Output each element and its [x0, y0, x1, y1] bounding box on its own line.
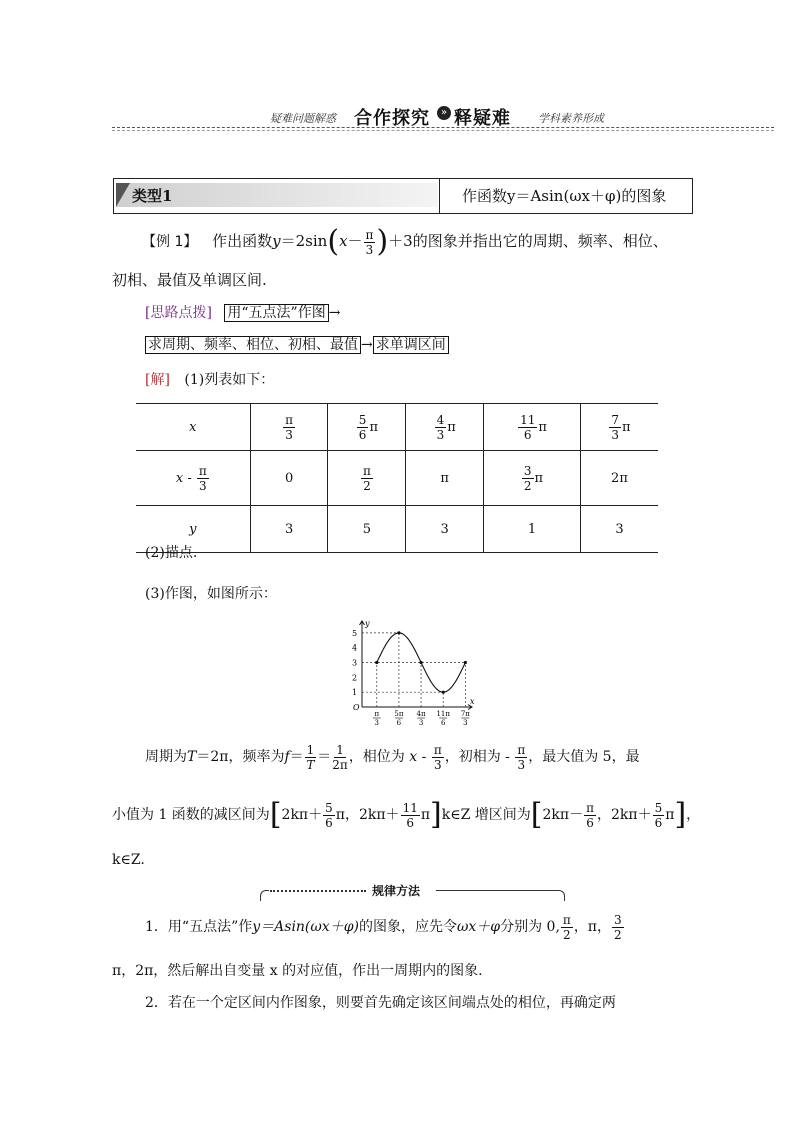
result-text: 小值为 1 函数的减区间为: [112, 807, 270, 823]
table-row-label: x - $\frac{\pi}{3}$: [136, 451, 250, 506]
method-label: 规律方法: [372, 884, 421, 898]
table-cell: $\frac{5}{6}$ π: [328, 404, 406, 451]
table-cell: 2π: [580, 451, 658, 506]
result-text: ＝: [289, 749, 304, 765]
method-bracket-left: [260, 890, 269, 901]
method-line-right: [436, 890, 556, 891]
header-title-left: 合作探究: [354, 108, 430, 129]
example-tag: 【例 1】: [142, 234, 198, 250]
table-cell: 3: [580, 506, 658, 553]
hint-arrow-1: →: [328, 305, 341, 321]
x-tick-label-num: 5π: [394, 710, 404, 718]
result-line-3: k∈Z.: [112, 852, 145, 868]
table-cell: $\frac{3}{2}$ π: [484, 451, 581, 506]
result-text: ＝2π，频率为: [196, 749, 285, 765]
bracket-right: ]: [430, 797, 442, 832]
result-text: ，最大值为 5，最: [528, 749, 640, 765]
result-frac: $\frac{\pi}{3}$: [517, 742, 526, 772]
x-tick-label-num: 7π: [460, 710, 470, 718]
hint-line-2: [145, 334, 449, 354]
example-func-eq: ＝2sin: [280, 232, 328, 250]
method-item-1: 1．用“五点法”作y＝Asin(ωx＋φ)的图象，应先令ωx＋φ分别为 0, $\frac{\pi}{2}$ ，π， $\frac{3}{2}$: [145, 912, 622, 942]
header-divider: [112, 127, 774, 128]
bracket-left: [: [530, 797, 543, 832]
table-cell: $\frac{11}{6}$ π: [484, 404, 581, 451]
table-row-y: [136, 506, 658, 553]
example-paren-left: (: [327, 224, 340, 259]
bracket-left: [: [269, 797, 282, 832]
data-point: [442, 691, 445, 694]
result-frac: $\frac{11}{6}$: [402, 800, 418, 830]
example-line-2: 初相、最值及单调区间.: [112, 271, 267, 289]
hint-box-intervals: 求单调区间: [373, 336, 449, 354]
solution-line: [145, 369, 274, 389]
y-tick-label: 1: [352, 688, 358, 698]
x-tick-label-num: 4π: [416, 710, 426, 718]
hint-box-five-point: 用“五点法”作图: [224, 304, 328, 322]
table-cell: π: [406, 451, 484, 506]
type-label: 类型1: [132, 187, 173, 205]
result-text: ，初相为: [444, 749, 501, 765]
example-func-x: x: [339, 232, 348, 250]
header-divider-2: [112, 130, 774, 131]
header-right-label: 学科素养形成: [538, 112, 604, 125]
solution-step-1: (1)列表如下：: [184, 372, 275, 388]
example-func-y: y: [272, 232, 281, 250]
x-tick-label-den: 3: [374, 719, 380, 727]
example-func-minus: －: [347, 232, 363, 250]
hint-box-properties: 求周期、频率、相位、初相、最值: [145, 336, 361, 354]
table-row-x: [136, 404, 658, 451]
result-x: x: [409, 749, 418, 765]
header-title-right: 释疑难: [454, 108, 511, 129]
data-point: [464, 661, 467, 664]
method-header: [260, 882, 566, 902]
page-header: [270, 104, 630, 128]
table-row-phase: [136, 451, 658, 506]
result-frac: $\frac{\pi}{6}$: [586, 800, 594, 830]
result-T: T: [187, 749, 197, 765]
x-tick-label-num: 11π: [436, 710, 450, 718]
method-frac: $\frac{\pi}{2}$: [562, 912, 571, 942]
result-frac: $\frac{1}{2\pi}$: [332, 742, 348, 772]
result-text: 周期为: [145, 749, 187, 765]
hint-arrow-2: →: [361, 337, 373, 353]
table-cell: $\frac{\pi}{2}$: [328, 451, 406, 506]
y-tick-label: 4: [352, 643, 358, 653]
hint-label: [思路点拨]: [145, 305, 212, 321]
sine-graph: [340, 615, 480, 731]
x-tick-label-den: 3: [463, 719, 468, 727]
origin-label: O: [353, 703, 360, 712]
data-point: [419, 661, 422, 664]
result-text: -: [417, 749, 431, 765]
y-tick-label: 2: [352, 673, 358, 683]
example-text-pre: 作出函数: [212, 232, 273, 250]
table-cell: 3: [406, 506, 484, 553]
table-row-label: y: [136, 506, 250, 553]
result-line-2: 小值为 1 函数的减区间为[2kπ＋ $\frac{5}{6}$ π，2kπ＋ $\frac{11}{6}$ π]k∈Z 增区间为[2kπ－ $\frac{\pi}{6}$ ，2kπ＋ $\frac{5}{6}$ π]，: [112, 797, 701, 832]
type-box-title: 作函数y＝Asin(ωx＋φ)的图象: [462, 187, 667, 205]
result-frac: $\frac{1}{T}$: [306, 742, 315, 772]
data-point: [397, 631, 400, 634]
example-line-1: [142, 226, 702, 257]
result-text: ＝: [317, 749, 332, 765]
data-point: [375, 661, 378, 664]
result-line-1: [145, 742, 640, 772]
solution-step-3: (3)作图，如图所示：: [145, 586, 277, 602]
type-box-separator: [439, 179, 440, 213]
y-tick-label: 5: [352, 628, 358, 638]
result-text: ，相位为: [348, 749, 405, 765]
example-frac-num: π: [365, 227, 374, 242]
table-cell: $\frac{4}{3}$ π: [406, 404, 484, 451]
result-frac: $\frac{\pi}{3}$: [433, 742, 442, 772]
example-frac: [364, 229, 376, 256]
method-frac: $\frac{3}{2}$: [614, 912, 622, 942]
example-frac-den: 3: [365, 242, 374, 257]
header-left-label: 疑难问题解惑: [270, 112, 336, 125]
type-box-tab-corner: [116, 183, 130, 207]
solution-label: [解]: [145, 372, 170, 388]
method-bracket-right: [556, 890, 565, 901]
table-cell: $\frac{7}{3}$ π: [580, 404, 658, 451]
bracket-right: ]: [674, 797, 687, 832]
method-item-2: 2．若在一个定区间内作图象，则要首先确定该区间端点处的相位，再确定两: [145, 995, 616, 1011]
y-tick-label: 3: [352, 658, 358, 668]
table-cell: 3: [250, 506, 328, 553]
x-axis-label: x: [470, 697, 475, 706]
table-cell: $\frac{\pi}{3}$: [250, 404, 328, 451]
result-text: -: [500, 749, 515, 765]
example-paren-right: ): [376, 224, 389, 259]
header-chevron-icon: »: [437, 106, 451, 120]
solution-step-2: (2)描点.: [145, 545, 198, 561]
value-table: [136, 403, 658, 553]
hint-line-1: [145, 302, 340, 322]
example-text-post: 的图象并指出它的周期、频率、相位、: [412, 232, 668, 250]
result-frac: $\frac{5}{6}$: [325, 800, 333, 830]
result-frac: $\frac{5}{6}$: [654, 800, 663, 830]
table-cell: 5: [328, 506, 406, 553]
table-row-label: x: [136, 404, 250, 451]
y-axis-label: y: [365, 619, 370, 628]
type-box-tab: [116, 183, 438, 207]
result-f: f: [284, 749, 290, 765]
x-tick-label-den: 3: [418, 719, 424, 727]
type-box: [113, 178, 693, 214]
x-tick-label-num: π: [374, 710, 380, 718]
x-tick-label-den: 6: [396, 719, 402, 727]
method-dots-left: [270, 890, 366, 892]
table-cell: 1: [484, 506, 581, 553]
method-item-1-line-2: π，2π，然后解出自变量 x 的对应值，作出一周期内的图象.: [112, 963, 483, 979]
x-tick-label-den: 6: [440, 719, 446, 727]
table-cell: 0: [250, 451, 328, 506]
example-func-tail: ＋3: [388, 232, 413, 250]
